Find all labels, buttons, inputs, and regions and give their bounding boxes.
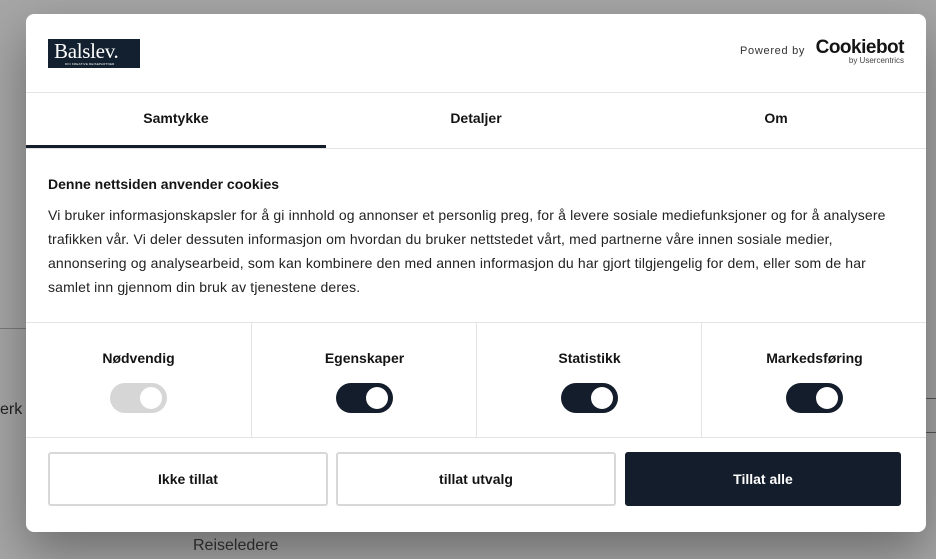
toggle-knob [366, 387, 388, 409]
toggle-label-marketing: Markedsføring [766, 350, 863, 366]
brand-logo [48, 39, 140, 68]
deny-button[interactable]: Ikke tillat [48, 452, 328, 506]
toggle-group-statistics [476, 323, 702, 437]
toggle-knob [816, 387, 838, 409]
brand-logo-tagline: DIN KREATIVE REISEPARTNER [65, 62, 115, 66]
brand-logo-text: Balslev. [54, 39, 119, 63]
toggle-marketing[interactable] [786, 383, 843, 413]
tab-om[interactable]: Om [764, 110, 788, 126]
consent-content [48, 176, 908, 299]
tab-samtykke[interactable]: Samtykke [26, 92, 326, 148]
cookiebot-sub: by Usercentrics [848, 56, 904, 65]
dialog-header [26, 14, 926, 93]
background-text: erk [0, 401, 23, 418]
consent-description: Vi bruker informasjonskapsler for å gi innhold og annonser et personlig preg, for å levere sosiale mediefunksjoner og for å analysere trafikken vår. Vi deler dessuten informasjon om hvordan du bruker nettstedet vårt, med partnerne våre innen sosiale medier, annonsering og analysearbeid, som kan kombinere den med annen informasjon du har gjort tilgjengelig for dem, eller som de har samlet inn gjennom din bruk av tjenestene deres. [48, 207, 886, 295]
toggle-label-necessary: Nødvendig [102, 350, 175, 366]
powered-by-label: Powered by [740, 45, 806, 57]
toggle-group-preferences [251, 323, 477, 437]
consent-heading: Denne nettsiden anvender cookies [48, 176, 280, 192]
toggle-label-statistics: Statistikk [558, 350, 621, 366]
toggle-preferences[interactable] [336, 383, 393, 413]
cookie-consent-dialog [26, 14, 926, 532]
button-bar [26, 436, 926, 532]
toggle-knob [140, 387, 162, 409]
toggle-statistics[interactable] [561, 383, 618, 413]
consent-toggles [26, 322, 926, 438]
toggle-knob [591, 387, 613, 409]
tab-detaljer[interactable]: Detaljer [450, 110, 502, 126]
cookiebot-name: Cookiebot [815, 37, 904, 58]
cookiebot-logo[interactable] [814, 37, 904, 67]
toggle-necessary [110, 383, 167, 413]
allow-all-button[interactable]: Tillat alle [625, 452, 901, 506]
tab-bar [26, 92, 926, 149]
toggle-group-necessary [26, 323, 251, 437]
background-link-reiseledere: Reiseledere [193, 537, 279, 554]
allow-selection-button[interactable]: tillat utvalg [336, 452, 616, 506]
toggle-label-preferences: Egenskaper [324, 350, 405, 366]
toggle-group-marketing [701, 323, 926, 437]
